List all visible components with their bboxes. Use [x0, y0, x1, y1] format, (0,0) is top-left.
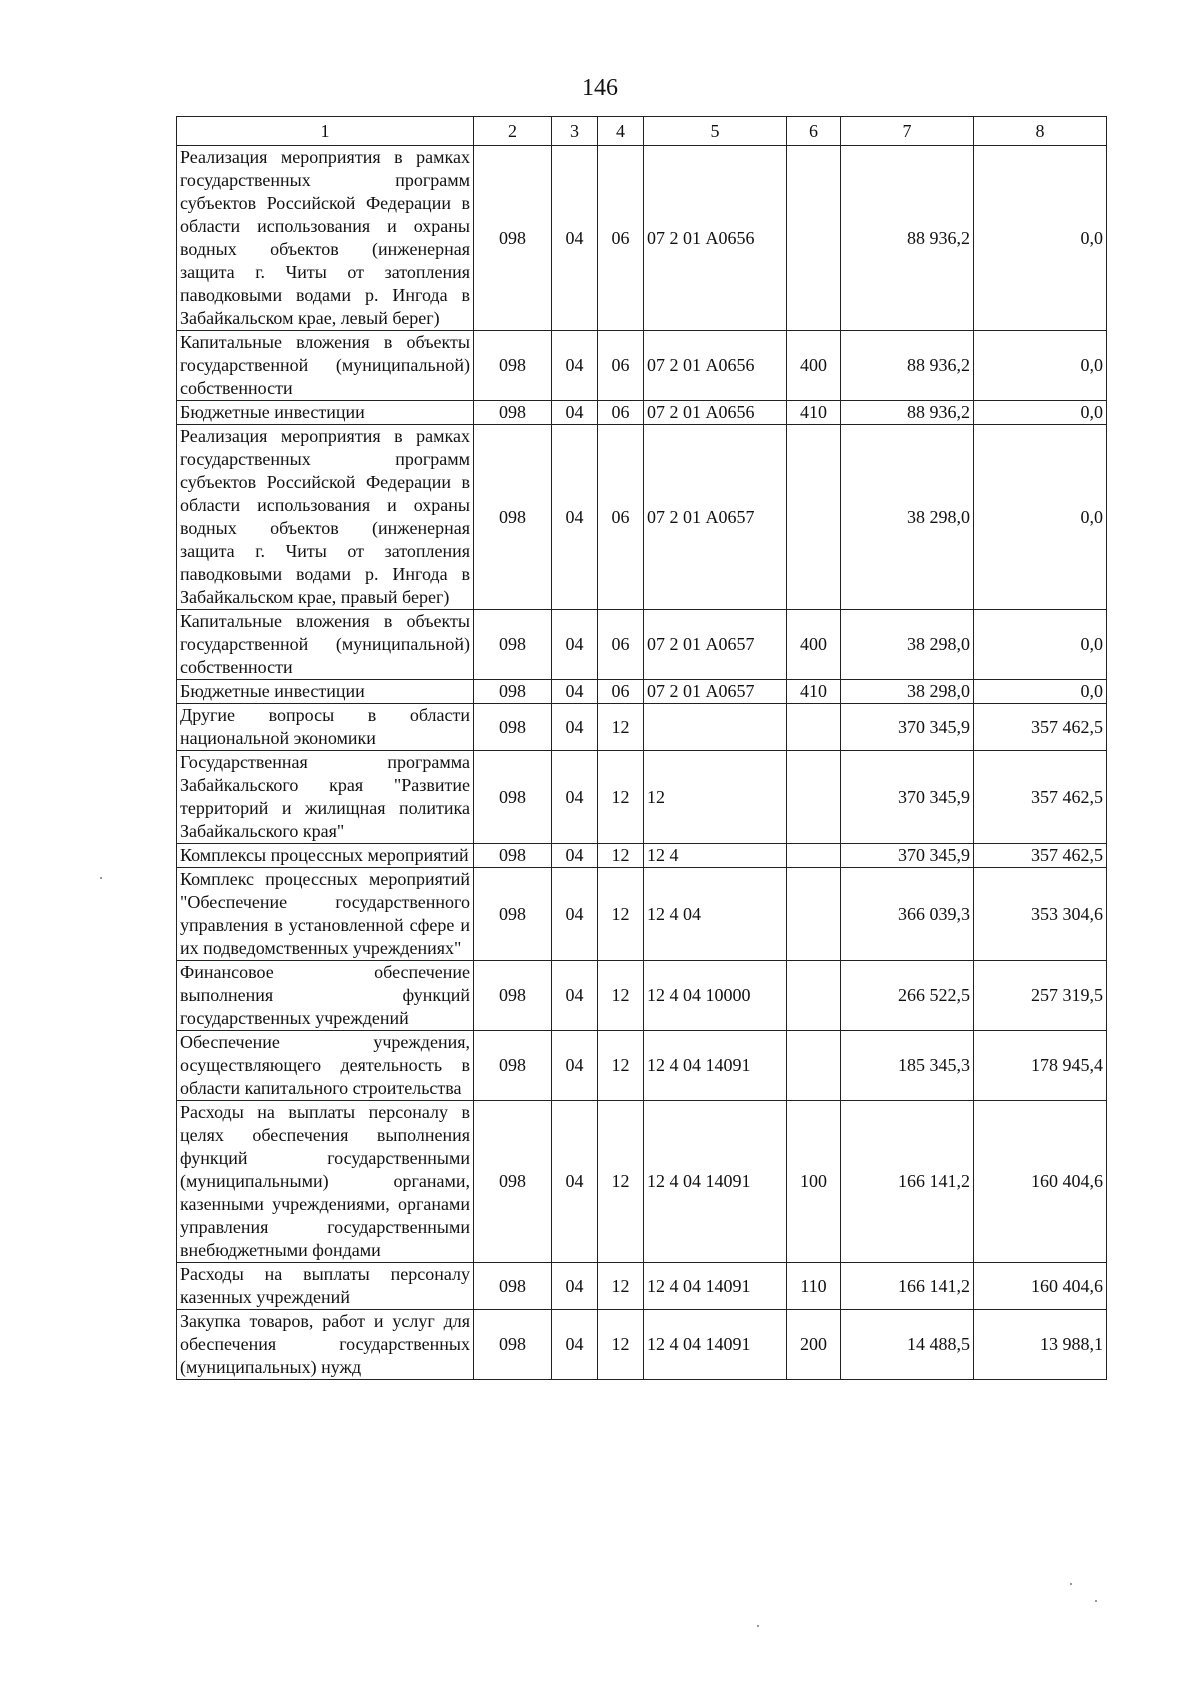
cell-amount-col8: 160 404,6 [974, 1263, 1107, 1310]
row-name: Реализация мероприятия в рамках государственных программ субъектов Российской Федерации в области использования и охраны водных объектов (инженерная защита г. Читы от затопления паводковыми водами р. Ингода в Забайкальском крае, правый берег) [177, 425, 474, 610]
cell-target-article [644, 704, 787, 751]
table-row [177, 401, 1107, 425]
table-row [177, 331, 1107, 401]
cell-amount-col8: 0,0 [974, 146, 1107, 331]
table-row [177, 961, 1107, 1031]
cell-target-article: 07 2 01 А0656 [644, 146, 787, 331]
cell-target-article: 07 2 01 А0657 [644, 610, 787, 680]
table-row [177, 1263, 1107, 1310]
row-name: Комплексы процессных мероприятий [177, 844, 474, 868]
row-name: Бюджетные инвестиции [177, 680, 474, 704]
cell-subsection: 06 [598, 610, 644, 680]
cell-amount-col8: 0,0 [974, 680, 1107, 704]
cell-expense-type: 110 [787, 1263, 841, 1310]
cell-amount-col7: 38 298,0 [841, 425, 974, 610]
table-row [177, 1101, 1107, 1263]
row-name: Другие вопросы в области национальной экономики [177, 704, 474, 751]
cell-target-article: 12 4 04 14091 [644, 1031, 787, 1101]
row-name: Закупка товаров, работ и услуг для обеспечения государственных (муниципальных) нужд [177, 1310, 474, 1380]
table-row [177, 1031, 1107, 1101]
cell-section: 04 [552, 425, 598, 610]
budget-table [176, 116, 1107, 1380]
cell-amount-col7: 38 298,0 [841, 680, 974, 704]
cell-ministry-code: 098 [474, 704, 552, 751]
cell-expense-type [787, 146, 841, 331]
cell-ministry-code: 098 [474, 751, 552, 844]
cell-ministry-code: 098 [474, 331, 552, 401]
cell-amount-col7: 185 345,3 [841, 1031, 974, 1101]
header-col-5: 5 [644, 117, 787, 146]
cell-subsection: 06 [598, 401, 644, 425]
cell-expense-type: 410 [787, 401, 841, 425]
cell-expense-type: 400 [787, 610, 841, 680]
cell-section: 04 [552, 1310, 598, 1380]
header-col-1: 1 [177, 117, 474, 146]
cell-expense-type [787, 868, 841, 961]
cell-ministry-code: 098 [474, 844, 552, 868]
cell-amount-col7: 266 522,5 [841, 961, 974, 1031]
table-row [177, 844, 1107, 868]
cell-subsection: 12 [598, 704, 644, 751]
cell-expense-type [787, 425, 841, 610]
cell-amount-col8: 357 462,5 [974, 704, 1107, 751]
cell-target-article: 12 [644, 751, 787, 844]
cell-target-article: 12 4 04 [644, 868, 787, 961]
header-col-6: 6 [787, 117, 841, 146]
scan-speck [1095, 1600, 1097, 1602]
cell-section: 04 [552, 1263, 598, 1310]
cell-amount-col7: 366 039,3 [841, 868, 974, 961]
row-name: Финансовое обеспечение выполнения функций государственных учреждений [177, 961, 474, 1031]
table-row [177, 1310, 1107, 1380]
cell-ministry-code: 098 [474, 146, 552, 331]
table-row [177, 610, 1107, 680]
cell-amount-col8: 0,0 [974, 331, 1107, 401]
cell-amount-col8: 0,0 [974, 401, 1107, 425]
cell-section: 04 [552, 401, 598, 425]
cell-amount-col7: 38 298,0 [841, 610, 974, 680]
cell-subsection: 06 [598, 680, 644, 704]
cell-section: 04 [552, 704, 598, 751]
cell-subsection: 12 [598, 1263, 644, 1310]
cell-expense-type: 100 [787, 1101, 841, 1263]
cell-subsection: 12 [598, 844, 644, 868]
cell-amount-col7: 14 488,5 [841, 1310, 974, 1380]
header-col-2: 2 [474, 117, 552, 146]
cell-expense-type: 200 [787, 1310, 841, 1380]
cell-section: 04 [552, 1101, 598, 1263]
cell-amount-col8: 257 319,5 [974, 961, 1107, 1031]
cell-subsection: 06 [598, 146, 644, 331]
cell-subsection: 06 [598, 425, 644, 610]
cell-target-article: 07 2 01 А0656 [644, 401, 787, 425]
cell-ministry-code: 098 [474, 401, 552, 425]
row-name: Государственная программа Забайкальского края "Развитие территорий и жилищная политика Забайкальского края" [177, 751, 474, 844]
cell-amount-col7: 88 936,2 [841, 331, 974, 401]
row-name: Расходы на выплаты персоналу в целях обеспечения выполнения функций государственными (муниципальными) органами, казенными учреждениями, органами управления государственными внебюджетными фондами [177, 1101, 474, 1263]
cell-section: 04 [552, 610, 598, 680]
cell-amount-col7: 370 345,9 [841, 704, 974, 751]
cell-section: 04 [552, 751, 598, 844]
header-col-4: 4 [598, 117, 644, 146]
cell-target-article: 07 2 01 А0656 [644, 331, 787, 401]
cell-target-article: 12 4 04 14091 [644, 1101, 787, 1263]
cell-target-article: 12 4 04 14091 [644, 1310, 787, 1380]
cell-target-article: 12 4 [644, 844, 787, 868]
row-name: Расходы на выплаты персоналу казенных учреждений [177, 1263, 474, 1310]
cell-expense-type [787, 1031, 841, 1101]
row-name: Капитальные вложения в объекты государственной (муниципальной) собственности [177, 610, 474, 680]
cell-ministry-code: 098 [474, 1263, 552, 1310]
cell-amount-col7: 88 936,2 [841, 401, 974, 425]
cell-expense-type: 410 [787, 680, 841, 704]
cell-subsection: 12 [598, 961, 644, 1031]
cell-target-article: 12 4 04 10000 [644, 961, 787, 1031]
header-row [177, 117, 1107, 146]
cell-expense-type [787, 751, 841, 844]
cell-amount-col7: 370 345,9 [841, 751, 974, 844]
cell-section: 04 [552, 868, 598, 961]
cell-subsection: 12 [598, 1101, 644, 1263]
cell-amount-col7: 370 345,9 [841, 844, 974, 868]
cell-section: 04 [552, 146, 598, 331]
cell-section: 04 [552, 961, 598, 1031]
cell-section: 04 [552, 331, 598, 401]
header-col-8: 8 [974, 117, 1107, 146]
cell-ministry-code: 098 [474, 1031, 552, 1101]
cell-subsection: 12 [598, 1310, 644, 1380]
table-row [177, 751, 1107, 844]
cell-ministry-code: 098 [474, 425, 552, 610]
scan-speck [1070, 1583, 1072, 1585]
cell-amount-col8: 0,0 [974, 425, 1107, 610]
cell-amount-col8: 160 404,6 [974, 1101, 1107, 1263]
cell-amount-col8: 0,0 [974, 610, 1107, 680]
cell-subsection: 12 [598, 751, 644, 844]
cell-target-article: 12 4 04 14091 [644, 1263, 787, 1310]
scan-speck [757, 1625, 759, 1627]
header-col-3: 3 [552, 117, 598, 146]
page-number: 146 [582, 75, 618, 101]
table-row [177, 868, 1107, 961]
cell-expense-type: 400 [787, 331, 841, 401]
table-row [177, 704, 1107, 751]
cell-amount-col7: 88 936,2 [841, 146, 974, 331]
header-col-7: 7 [841, 117, 974, 146]
row-name: Комплекс процессных мероприятий "Обеспечение государственного управления в установленной сфере и их подведомственных учреждениях" [177, 868, 474, 961]
cell-subsection: 06 [598, 331, 644, 401]
row-name: Обеспечение учреждения, осуществляющего деятельность в области капитального строительства [177, 1031, 474, 1101]
table-row [177, 146, 1107, 331]
cell-target-article: 07 2 01 А0657 [644, 425, 787, 610]
cell-ministry-code: 098 [474, 961, 552, 1031]
cell-amount-col8: 357 462,5 [974, 751, 1107, 844]
cell-ministry-code: 098 [474, 680, 552, 704]
cell-expense-type [787, 961, 841, 1031]
cell-ministry-code: 098 [474, 610, 552, 680]
cell-subsection: 12 [598, 868, 644, 961]
cell-amount-col8: 353 304,6 [974, 868, 1107, 961]
cell-ministry-code: 098 [474, 868, 552, 961]
cell-section: 04 [552, 1031, 598, 1101]
cell-expense-type [787, 704, 841, 751]
cell-expense-type [787, 844, 841, 868]
cell-section: 04 [552, 680, 598, 704]
row-name: Реализация мероприятия в рамках государственных программ субъектов Российской Федерации в области использования и охраны водных объектов (инженерная защита г. Читы от затопления паводковыми водами р. Ингода в Забайкальском крае, левый берег) [177, 146, 474, 331]
table-row [177, 425, 1107, 610]
cell-subsection: 12 [598, 1031, 644, 1101]
cell-ministry-code: 098 [474, 1310, 552, 1380]
cell-target-article: 07 2 01 А0657 [644, 680, 787, 704]
cell-amount-col8: 13 988,1 [974, 1310, 1107, 1380]
row-name: Бюджетные инвестиции [177, 401, 474, 425]
row-name: Капитальные вложения в объекты государственной (муниципальной) собственности [177, 331, 474, 401]
cell-ministry-code: 098 [474, 1101, 552, 1263]
scan-speck [100, 877, 102, 879]
cell-section: 04 [552, 844, 598, 868]
cell-amount-col7: 166 141,2 [841, 1263, 974, 1310]
cell-amount-col8: 357 462,5 [974, 844, 1107, 868]
table-row [177, 680, 1107, 704]
cell-amount-col8: 178 945,4 [974, 1031, 1107, 1101]
cell-amount-col7: 166 141,2 [841, 1101, 974, 1263]
